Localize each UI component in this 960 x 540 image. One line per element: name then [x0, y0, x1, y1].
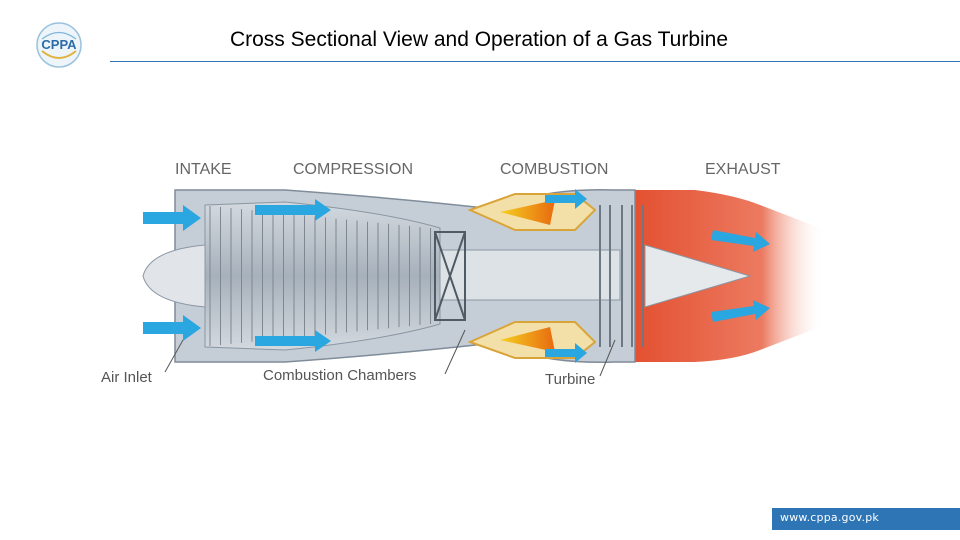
stage-label-combustion: COMBUSTION — [500, 161, 609, 178]
stage-label-intake: INTAKE — [175, 161, 232, 178]
stage-label-compression: COMPRESSION — [293, 161, 414, 178]
footer-bar — [772, 508, 960, 530]
turbine-illustration — [95, 150, 825, 400]
callout-combustion-chambers: Combustion Chambers — [263, 367, 417, 384]
callout-air-inlet: Air Inlet — [101, 369, 152, 386]
main-shaft — [440, 250, 620, 300]
stage-label-exhaust: EXHAUST — [705, 161, 781, 178]
nose-cone — [143, 245, 205, 307]
compressor — [205, 202, 440, 350]
cppa-logo-mark — [32, 20, 86, 70]
callout-turbine: Turbine — [545, 371, 596, 388]
footer-url[interactable]: www.cppa.gov.pk — [780, 511, 879, 524]
gas-turbine-diagram — [95, 150, 825, 400]
header-divider — [110, 61, 960, 62]
logo-text: CPPA — [41, 37, 77, 52]
cppa-logo — [32, 20, 86, 70]
page-title: Cross Sectional View and Operation of a Gas Turbine — [229, 28, 729, 51]
